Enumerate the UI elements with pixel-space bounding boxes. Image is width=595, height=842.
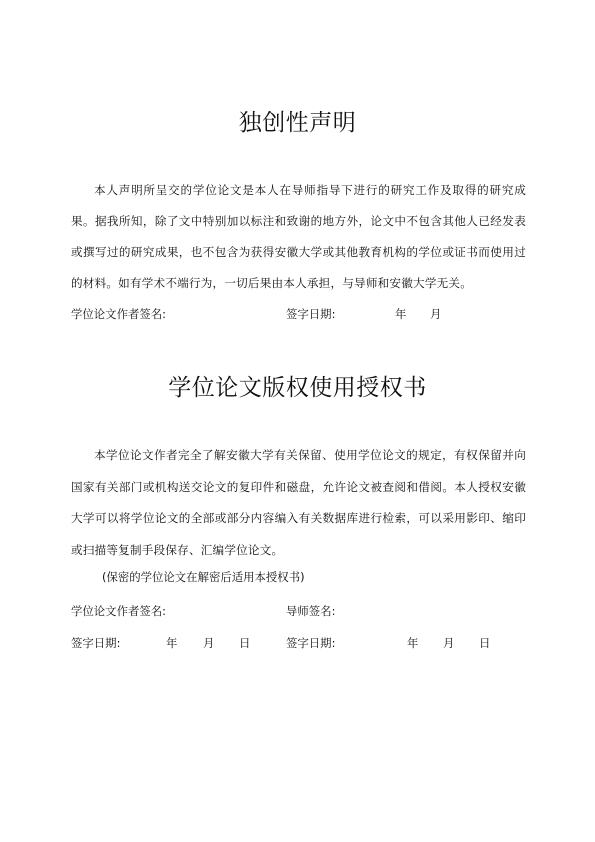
authorization-supervisor-month-label: 月	[443, 636, 455, 650]
declaration-body: 本人声明所呈交的学位论文是本人在导师指导下进行的研究工作及取得的研究成果。据我所知，除了文中特别加以标注和致谢的地方外，论文中不包含其他人已经发表或撰写过的研究成果，也不包含为获得安徽大学或其他教育机构的学位或证书而使用过的材料。如有学术不端行为，一切后果由本人承担，与导师和安徽大学无关。	[71, 183, 526, 290]
authorization-supervisor-signature-label: 导师签名:	[286, 604, 336, 618]
authorization-author-month-label: 月	[203, 636, 215, 650]
authorization-author-signature-label: 学位论文作者签名:	[71, 604, 166, 618]
declaration-title: 独创性声明	[238, 110, 357, 136]
authorization-title: 学位论文版权使用授权书	[168, 375, 427, 401]
authorization-supervisor-year-label: 年	[407, 636, 419, 650]
authorization-author-date-label: 签字日期:	[71, 636, 121, 650]
declaration-author-signature-label: 学位论文作者签名:	[71, 307, 166, 321]
authorization-author-year-label: 年	[166, 636, 178, 650]
authorization-author-day-label: 日	[239, 636, 251, 650]
authorization-note: (保密的学位论文在解密后适用本授权书)	[102, 570, 305, 584]
declaration-sign-date-label: 签字日期:	[286, 307, 336, 321]
authorization-body: 本学位论文作者完全了解安徽大学有关保留、使用学位论文的规定，有权保留并向国家有关部门或机构送交论文的复印件和磁盘，允许论文被查阅和借阅。本人授权安徽大学可以将学位论文的全部或部分内容编入有关数据库进行检索，可以采用影印、缩印或扫描等复制手段保存、汇编学位论文。	[71, 448, 526, 557]
authorization-supervisor-day-label: 日	[479, 636, 491, 650]
declaration-month-label: 月	[430, 307, 442, 321]
authorization-supervisor-date-label: 签字日期:	[286, 636, 336, 650]
declaration-year-label: 年	[395, 307, 407, 321]
